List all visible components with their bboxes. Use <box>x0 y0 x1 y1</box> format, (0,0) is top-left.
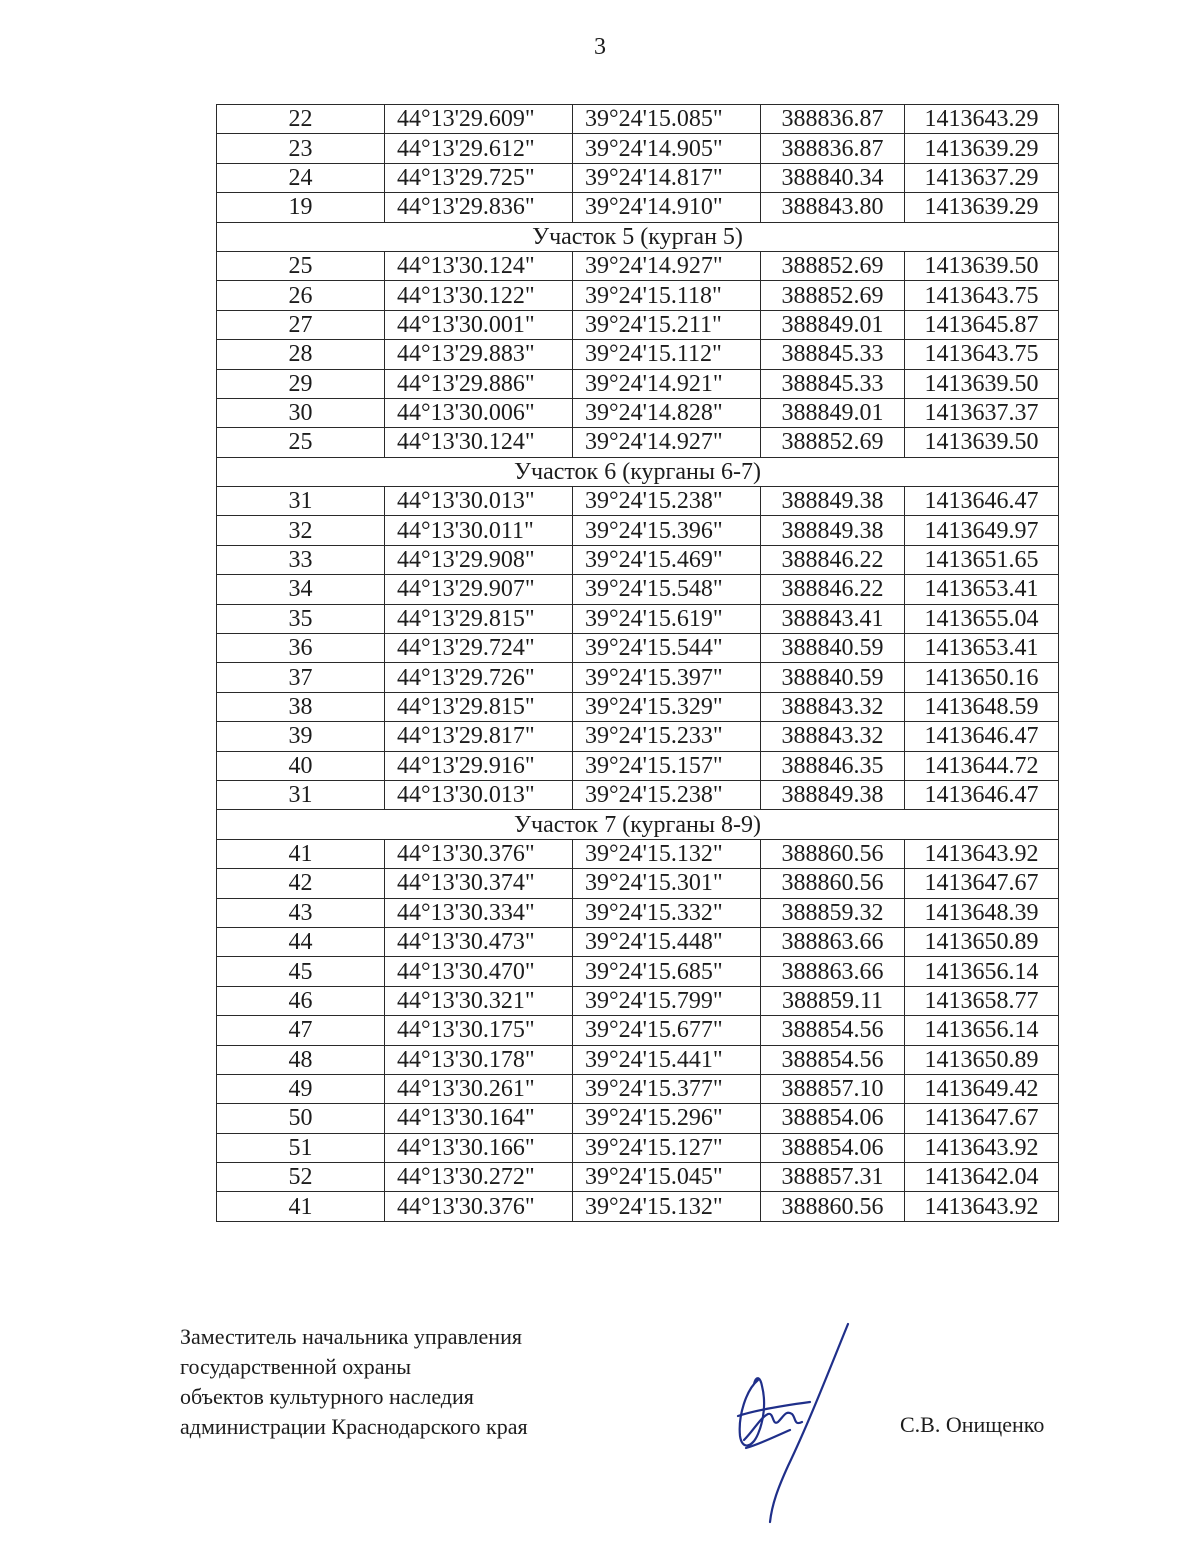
x-coordinate-cell: 388846.22 <box>761 575 905 604</box>
x-coordinate-cell: 388845.33 <box>761 340 905 369</box>
y-coordinate-cell: 1413656.14 <box>905 1016 1059 1045</box>
y-coordinate-cell: 1413643.75 <box>905 340 1059 369</box>
table-row <box>217 1192 1059 1221</box>
latitude-cell: 44°13'30.376" <box>385 839 573 868</box>
latitude-cell: 44°13'29.817" <box>385 722 573 751</box>
table-row <box>217 105 1059 134</box>
point-number-cell: 46 <box>217 986 385 1015</box>
point-number-cell: 22 <box>217 105 385 134</box>
longitude-cell: 39°24'15.301" <box>573 869 761 898</box>
table-row <box>217 575 1059 604</box>
section-title: Участок 6 (курганы 6-7) <box>217 457 1059 486</box>
point-number-cell: 37 <box>217 663 385 692</box>
longitude-cell: 39°24'15.132" <box>573 839 761 868</box>
latitude-cell: 44°13'29.612" <box>385 134 573 163</box>
x-coordinate-cell: 388854.56 <box>761 1016 905 1045</box>
point-number-cell: 42 <box>217 869 385 898</box>
table-row <box>217 545 1059 574</box>
x-coordinate-cell: 388860.56 <box>761 869 905 898</box>
table-row <box>217 1104 1059 1133</box>
x-coordinate-cell: 388857.31 <box>761 1163 905 1192</box>
x-coordinate-cell: 388863.66 <box>761 927 905 956</box>
x-coordinate-cell: 388854.06 <box>761 1104 905 1133</box>
latitude-cell: 44°13'29.815" <box>385 604 573 633</box>
table-row <box>217 340 1059 369</box>
table-row <box>217 398 1059 427</box>
table-row <box>217 634 1059 663</box>
x-coordinate-cell: 388846.22 <box>761 545 905 574</box>
longitude-cell: 39°24'14.927" <box>573 428 761 457</box>
longitude-cell: 39°24'14.828" <box>573 398 761 427</box>
latitude-cell: 44°13'30.001" <box>385 310 573 339</box>
latitude-cell: 44°13'29.886" <box>385 369 573 398</box>
longitude-cell: 39°24'15.045" <box>573 1163 761 1192</box>
x-coordinate-cell: 388849.38 <box>761 780 905 809</box>
latitude-cell: 44°13'30.321" <box>385 986 573 1015</box>
table-row <box>217 516 1059 545</box>
table-row <box>217 751 1059 780</box>
y-coordinate-cell: 1413656.14 <box>905 957 1059 986</box>
latitude-cell: 44°13'30.473" <box>385 927 573 956</box>
longitude-cell: 39°24'15.544" <box>573 634 761 663</box>
y-coordinate-cell: 1413653.41 <box>905 634 1059 663</box>
x-coordinate-cell: 388857.10 <box>761 1074 905 1103</box>
longitude-cell: 39°24'15.329" <box>573 692 761 721</box>
signer-name: С.В. Онищенко <box>900 1412 1045 1437</box>
longitude-cell: 39°24'14.927" <box>573 251 761 280</box>
section-header-row <box>217 222 1059 251</box>
longitude-cell: 39°24'14.910" <box>573 193 761 222</box>
signer-position-line: администрации Краснодарского края <box>180 1414 528 1439</box>
latitude-cell: 44°13'30.011" <box>385 516 573 545</box>
latitude-cell: 44°13'29.836" <box>385 193 573 222</box>
x-coordinate-cell: 388860.56 <box>761 839 905 868</box>
x-coordinate-cell: 388840.59 <box>761 663 905 692</box>
table-row <box>217 604 1059 633</box>
y-coordinate-cell: 1413658.77 <box>905 986 1059 1015</box>
signer-position-line: объектов культурного наследия <box>180 1384 474 1409</box>
latitude-cell: 44°13'30.376" <box>385 1192 573 1221</box>
point-number-cell: 48 <box>217 1045 385 1074</box>
point-number-cell: 27 <box>217 310 385 339</box>
y-coordinate-cell: 1413639.29 <box>905 134 1059 163</box>
longitude-cell: 39°24'15.211" <box>573 310 761 339</box>
x-coordinate-cell: 388836.87 <box>761 105 905 134</box>
coordinates-table <box>216 104 1059 1222</box>
longitude-cell: 39°24'15.238" <box>573 780 761 809</box>
x-coordinate-cell: 388852.69 <box>761 281 905 310</box>
table-row <box>217 193 1059 222</box>
y-coordinate-cell: 1413651.65 <box>905 545 1059 574</box>
y-coordinate-cell: 1413643.92 <box>905 839 1059 868</box>
x-coordinate-cell: 388845.33 <box>761 369 905 398</box>
point-number-cell: 30 <box>217 398 385 427</box>
y-coordinate-cell: 1413648.39 <box>905 898 1059 927</box>
longitude-cell: 39°24'15.238" <box>573 487 761 516</box>
table-row <box>217 663 1059 692</box>
longitude-cell: 39°24'15.118" <box>573 281 761 310</box>
latitude-cell: 44°13'30.164" <box>385 1104 573 1133</box>
longitude-cell: 39°24'15.332" <box>573 898 761 927</box>
point-number-cell: 29 <box>217 369 385 398</box>
table-row <box>217 869 1059 898</box>
x-coordinate-cell: 388849.01 <box>761 398 905 427</box>
signer-position-line: Заместитель начальника управления <box>180 1324 522 1349</box>
x-coordinate-cell: 388843.41 <box>761 604 905 633</box>
point-number-cell: 39 <box>217 722 385 751</box>
longitude-cell: 39°24'14.817" <box>573 163 761 192</box>
longitude-cell: 39°24'15.619" <box>573 604 761 633</box>
y-coordinate-cell: 1413647.67 <box>905 1104 1059 1133</box>
table-row <box>217 1133 1059 1162</box>
section-title: Участок 7 (курганы 8-9) <box>217 810 1059 839</box>
point-number-cell: 25 <box>217 428 385 457</box>
y-coordinate-cell: 1413639.50 <box>905 369 1059 398</box>
longitude-cell: 39°24'14.921" <box>573 369 761 398</box>
y-coordinate-cell: 1413639.29 <box>905 193 1059 222</box>
latitude-cell: 44°13'30.178" <box>385 1045 573 1074</box>
point-number-cell: 40 <box>217 751 385 780</box>
latitude-cell: 44°13'30.122" <box>385 281 573 310</box>
y-coordinate-cell: 1413653.41 <box>905 575 1059 604</box>
x-coordinate-cell: 388852.69 <box>761 251 905 280</box>
y-coordinate-cell: 1413643.92 <box>905 1133 1059 1162</box>
longitude-cell: 39°24'15.469" <box>573 545 761 574</box>
y-coordinate-cell: 1413644.72 <box>905 751 1059 780</box>
longitude-cell: 39°24'15.132" <box>573 1192 761 1221</box>
x-coordinate-cell: 388863.66 <box>761 957 905 986</box>
x-coordinate-cell: 388846.35 <box>761 751 905 780</box>
signer-position-line: государственной охраны <box>180 1354 412 1379</box>
point-number-cell: 33 <box>217 545 385 574</box>
point-number-cell: 38 <box>217 692 385 721</box>
section-title: Участок 5 (курган 5) <box>217 222 1059 251</box>
x-coordinate-cell: 388854.56 <box>761 1045 905 1074</box>
table-row <box>217 780 1059 809</box>
latitude-cell: 44°13'30.166" <box>385 1133 573 1162</box>
y-coordinate-cell: 1413637.29 <box>905 163 1059 192</box>
point-number-cell: 50 <box>217 1104 385 1133</box>
x-coordinate-cell: 388840.59 <box>761 634 905 663</box>
y-coordinate-cell: 1413650.16 <box>905 663 1059 692</box>
point-number-cell: 31 <box>217 487 385 516</box>
table-row <box>217 310 1059 339</box>
longitude-cell: 39°24'15.377" <box>573 1074 761 1103</box>
table-row <box>217 898 1059 927</box>
table-row <box>217 428 1059 457</box>
x-coordinate-cell: 388852.69 <box>761 428 905 457</box>
latitude-cell: 44°13'30.334" <box>385 898 573 927</box>
latitude-cell: 44°13'29.916" <box>385 751 573 780</box>
point-number-cell: 36 <box>217 634 385 663</box>
y-coordinate-cell: 1413642.04 <box>905 1163 1059 1192</box>
y-coordinate-cell: 1413649.42 <box>905 1074 1059 1103</box>
point-number-cell: 28 <box>217 340 385 369</box>
table-row <box>217 722 1059 751</box>
table-row <box>217 692 1059 721</box>
y-coordinate-cell: 1413646.47 <box>905 487 1059 516</box>
latitude-cell: 44°13'29.726" <box>385 663 573 692</box>
y-coordinate-cell: 1413649.97 <box>905 516 1059 545</box>
longitude-cell: 39°24'15.112" <box>573 340 761 369</box>
table-row <box>217 369 1059 398</box>
longitude-cell: 39°24'15.548" <box>573 575 761 604</box>
longitude-cell: 39°24'15.233" <box>573 722 761 751</box>
longitude-cell: 39°24'15.685" <box>573 957 761 986</box>
table-row <box>217 986 1059 1015</box>
point-number-cell: 24 <box>217 163 385 192</box>
y-coordinate-cell: 1413643.29 <box>905 105 1059 134</box>
section-header-row <box>217 457 1059 486</box>
point-number-cell: 52 <box>217 1163 385 1192</box>
latitude-cell: 44°13'29.724" <box>385 634 573 663</box>
longitude-cell: 39°24'15.397" <box>573 663 761 692</box>
table-row <box>217 927 1059 956</box>
point-number-cell: 43 <box>217 898 385 927</box>
latitude-cell: 44°13'29.907" <box>385 575 573 604</box>
longitude-cell: 39°24'14.905" <box>573 134 761 163</box>
point-number-cell: 23 <box>217 134 385 163</box>
handwritten-signature <box>726 1318 856 1528</box>
latitude-cell: 44°13'30.272" <box>385 1163 573 1192</box>
table-row <box>217 1045 1059 1074</box>
x-coordinate-cell: 388860.56 <box>761 1192 905 1221</box>
page-number: 3 <box>594 34 606 60</box>
table-row <box>217 163 1059 192</box>
table-row <box>217 1163 1059 1192</box>
table-row <box>217 839 1059 868</box>
signer-position <box>180 1322 528 1442</box>
x-coordinate-cell: 388849.01 <box>761 310 905 339</box>
y-coordinate-cell: 1413645.87 <box>905 310 1059 339</box>
latitude-cell: 44°13'30.124" <box>385 251 573 280</box>
point-number-cell: 19 <box>217 193 385 222</box>
latitude-cell: 44°13'30.013" <box>385 780 573 809</box>
latitude-cell: 44°13'30.006" <box>385 398 573 427</box>
point-number-cell: 44 <box>217 927 385 956</box>
y-coordinate-cell: 1413648.59 <box>905 692 1059 721</box>
point-number-cell: 34 <box>217 575 385 604</box>
latitude-cell: 44°13'30.261" <box>385 1074 573 1103</box>
table-row <box>217 1016 1059 1045</box>
x-coordinate-cell: 388859.11 <box>761 986 905 1015</box>
longitude-cell: 39°24'15.441" <box>573 1045 761 1074</box>
longitude-cell: 39°24'15.448" <box>573 927 761 956</box>
x-coordinate-cell: 388843.32 <box>761 692 905 721</box>
point-number-cell: 32 <box>217 516 385 545</box>
point-number-cell: 25 <box>217 251 385 280</box>
point-number-cell: 31 <box>217 780 385 809</box>
y-coordinate-cell: 1413639.50 <box>905 428 1059 457</box>
x-coordinate-cell: 388843.32 <box>761 722 905 751</box>
y-coordinate-cell: 1413643.75 <box>905 281 1059 310</box>
latitude-cell: 44°13'30.124" <box>385 428 573 457</box>
x-coordinate-cell: 388840.34 <box>761 163 905 192</box>
longitude-cell: 39°24'15.396" <box>573 516 761 545</box>
latitude-cell: 44°13'29.609" <box>385 105 573 134</box>
y-coordinate-cell: 1413646.47 <box>905 722 1059 751</box>
x-coordinate-cell: 388849.38 <box>761 516 905 545</box>
y-coordinate-cell: 1413646.47 <box>905 780 1059 809</box>
latitude-cell: 44°13'30.374" <box>385 869 573 898</box>
y-coordinate-cell: 1413647.67 <box>905 869 1059 898</box>
latitude-cell: 44°13'30.470" <box>385 957 573 986</box>
point-number-cell: 45 <box>217 957 385 986</box>
table-row <box>217 487 1059 516</box>
table-row <box>217 281 1059 310</box>
table-row <box>217 251 1059 280</box>
x-coordinate-cell: 388843.80 <box>761 193 905 222</box>
point-number-cell: 51 <box>217 1133 385 1162</box>
y-coordinate-cell: 1413643.92 <box>905 1192 1059 1221</box>
point-number-cell: 26 <box>217 281 385 310</box>
point-number-cell: 47 <box>217 1016 385 1045</box>
latitude-cell: 44°13'29.908" <box>385 545 573 574</box>
latitude-cell: 44°13'29.815" <box>385 692 573 721</box>
point-number-cell: 49 <box>217 1074 385 1103</box>
longitude-cell: 39°24'15.127" <box>573 1133 761 1162</box>
y-coordinate-cell: 1413650.89 <box>905 1045 1059 1074</box>
latitude-cell: 44°13'30.175" <box>385 1016 573 1045</box>
coordinates-table-body <box>217 105 1059 1222</box>
y-coordinate-cell: 1413650.89 <box>905 927 1059 956</box>
latitude-cell: 44°13'29.883" <box>385 340 573 369</box>
latitude-cell: 44°13'29.725" <box>385 163 573 192</box>
x-coordinate-cell: 388854.06 <box>761 1133 905 1162</box>
x-coordinate-cell: 388859.32 <box>761 898 905 927</box>
longitude-cell: 39°24'15.085" <box>573 105 761 134</box>
section-header-row <box>217 810 1059 839</box>
y-coordinate-cell: 1413655.04 <box>905 604 1059 633</box>
y-coordinate-cell: 1413639.50 <box>905 251 1059 280</box>
table-row <box>217 134 1059 163</box>
x-coordinate-cell: 388836.87 <box>761 134 905 163</box>
point-number-cell: 41 <box>217 1192 385 1221</box>
point-number-cell: 41 <box>217 839 385 868</box>
table-row <box>217 1074 1059 1103</box>
longitude-cell: 39°24'15.799" <box>573 986 761 1015</box>
table-row <box>217 957 1059 986</box>
y-coordinate-cell: 1413637.37 <box>905 398 1059 427</box>
latitude-cell: 44°13'30.013" <box>385 487 573 516</box>
point-number-cell: 35 <box>217 604 385 633</box>
longitude-cell: 39°24'15.296" <box>573 1104 761 1133</box>
longitude-cell: 39°24'15.157" <box>573 751 761 780</box>
x-coordinate-cell: 388849.38 <box>761 487 905 516</box>
longitude-cell: 39°24'15.677" <box>573 1016 761 1045</box>
